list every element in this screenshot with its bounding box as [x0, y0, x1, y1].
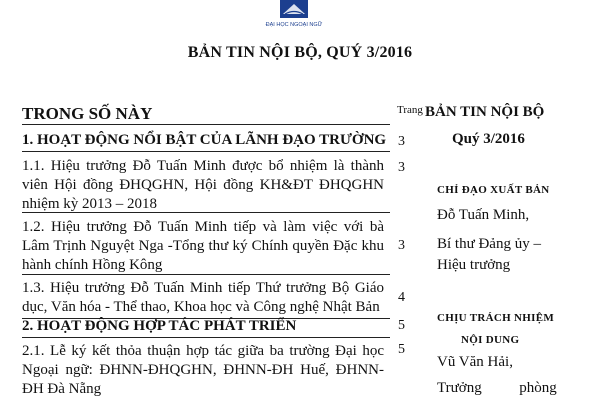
logo-text: ĐẠI HỌC NGOẠI NGỮ [265, 22, 323, 28]
toc-divider [22, 151, 390, 152]
toc-section-2[interactable]: 2. HOẠT ĐỘNG HỢP TÁC PHÁT TRIỂN [22, 318, 297, 334]
responsible-name: Vũ Văn Hải, [437, 354, 513, 370]
toc-page-number: 5 [398, 342, 405, 357]
toc-divider [22, 274, 390, 275]
director-role-2: Hiệu trưởng [437, 257, 511, 273]
toc-item-1-1[interactable]: 1.1. Hiệu trưởng Đỗ Tuấn Minh được bổ nhiệm là thành viên Hội đồng ĐHQGHN, Hội đồng KH&ĐT ĐHQGHN nhiệm kỳ 2013 – 2018 [22, 158, 384, 212]
toc-page-number: 3 [398, 160, 405, 175]
toc-divider [22, 124, 390, 125]
toc-page-number: 4 [398, 290, 405, 305]
responsible-role: Trưởng phòng [437, 380, 557, 396]
toc-page-number: 5 [398, 318, 405, 333]
toc-section-1[interactable]: 1. HOẠT ĐỘNG NỔI BẬT CỦA LÃNH ĐẠO TRƯỜNG [22, 132, 387, 148]
toc-divider [22, 337, 390, 338]
content-label: NỘI DUNG [461, 334, 520, 346]
toc-item-1-3[interactable]: 1.3. Hiệu trưởng Đỗ Tuấn Minh tiếp Thứ trưởng Bộ Giáo dục, Văn hóa - Thể thao, Khoa học và Công nghệ Nhật Bản [22, 280, 384, 315]
sidebar-issue: Quý 3/2016 [452, 131, 525, 147]
director-label: CHỈ ĐẠO XUẤT BẢN [437, 184, 550, 196]
toc-page-number: 3 [398, 134, 405, 149]
responsible-label: CHỊU TRÁCH NHIỆM [437, 312, 555, 324]
director-name: Đỗ Tuấn Minh, [437, 207, 530, 223]
toc-item-2-1[interactable]: 2.1. Lễ ký kết thỏa thuận hợp tác giữa ba trường Đại học Ngoại ngữ: ĐHNN-ĐHQGHN, ĐHNN-ĐH Huế, ĐHNN-ĐH Đà Nẵng [22, 343, 384, 397]
page-column-label: Trang [397, 104, 423, 116]
toc-page-number: 3 [398, 238, 405, 253]
university-logo [256, 0, 332, 30]
toc-divider [22, 212, 390, 213]
document-title: BẢN TIN NỘI BỘ, QUÝ 3/2016 [187, 44, 413, 61]
director-role-1: Bí thư Đảng ủy – [437, 236, 541, 252]
toc-heading: TRONG SỐ NÀY [22, 104, 153, 123]
toc-item-1-2[interactable]: 1.2. Hiệu trưởng Đỗ Tuấn Minh tiếp và làm việc với bà Lâm Trịnh Nguyệt Nga -Tổng thư ký Chính quyền Đặc khu hành chính Hồng Kông [22, 219, 384, 273]
sidebar-title: BẢN TIN NỘI BỘ [425, 104, 545, 120]
